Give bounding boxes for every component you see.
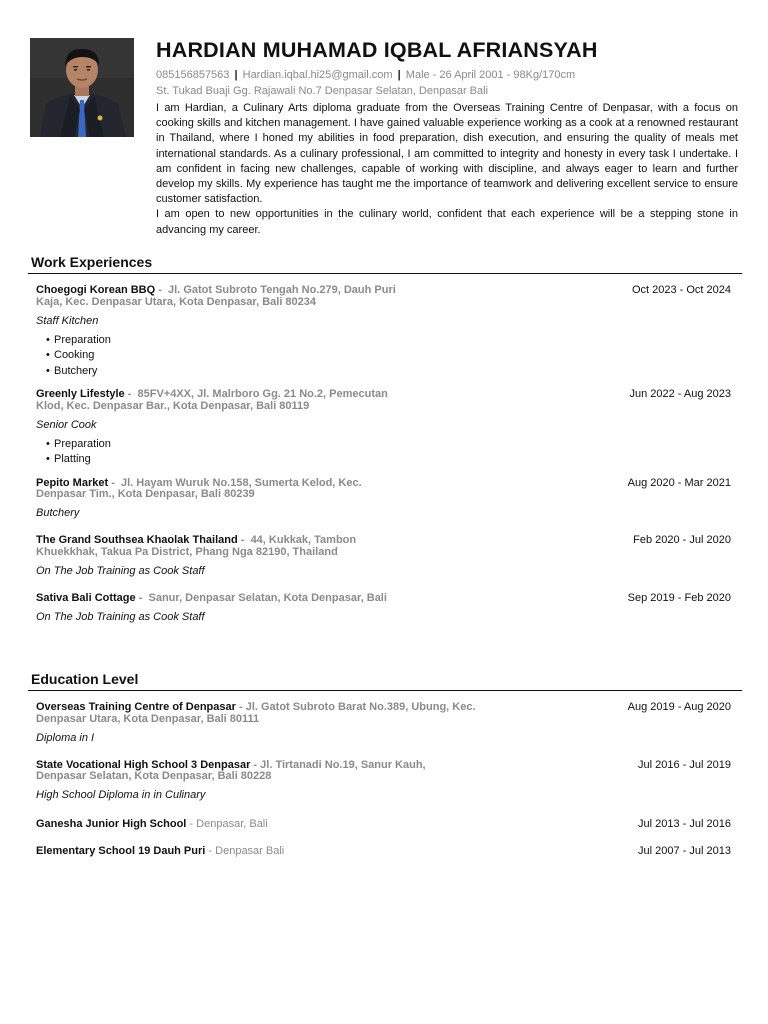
dash: - bbox=[189, 818, 194, 831]
section-divider bbox=[28, 690, 742, 691]
candidate-name: HARDIAN MUHAMAD IQBAL AFRIANSYAH bbox=[156, 38, 598, 62]
employer-name: Sativa Bali Cottage bbox=[36, 591, 136, 604]
education-entry bbox=[28, 760, 742, 803]
personal-details: Male - 26 April 2001 - 98Kg/170cm bbox=[405, 69, 576, 81]
school-name: Ganesha Junior High School bbox=[36, 818, 187, 831]
employer-name: Greenly Lifestyle bbox=[36, 388, 125, 401]
work-entry bbox=[28, 389, 742, 468]
dash: - bbox=[138, 591, 143, 604]
employer-name: Pepito Market bbox=[36, 476, 109, 489]
employment-dates: Oct 2023 - Oct 2024 bbox=[631, 284, 731, 296]
employer-address: Jl. Hayam Wuruk No.158, Sumerta Kelod, Kec. Denpasar Tim., Kota Denpasar, Bali 80239 bbox=[36, 476, 362, 501]
employer-address: 85FV+4XX, Jl. Malrboro Gg. 21 No.2, Pemecutan Klod, Kec. Denpasar Bar., Kota Denpasar, Bali 80119 bbox=[36, 388, 388, 412]
dash: - bbox=[208, 844, 213, 857]
work-entry bbox=[28, 285, 742, 379]
education-entry bbox=[28, 819, 742, 831]
home-address: St. Tukad Buaji Gg. Rajawali No.7 Denpasar Selatan, Denpasar Bali bbox=[156, 85, 489, 97]
dash: - bbox=[238, 701, 243, 713]
study-dates: Aug 2019 - Aug 2020 bbox=[627, 701, 731, 713]
duty-item: • Cooking bbox=[46, 348, 742, 364]
school-address: Jl. Tirtanadi No.19, Sanur Kauh, Denpasar Selatan, Kota Denpasar, Bali 80228 bbox=[36, 758, 426, 783]
employer-address: Jl. Gatot Subroto Tengah No.279, Dauh Puri Kaja, Kec. Denpasar Utara, Kota Denpasar, Bali 80234 bbox=[36, 284, 396, 308]
duties-list bbox=[36, 333, 742, 380]
study-dates: Jul 2013 - Jul 2016 bbox=[638, 818, 731, 831]
dash: - bbox=[240, 534, 245, 547]
employer-name: Choegogi Korean BBQ bbox=[36, 284, 156, 296]
duty-item: • Butchery bbox=[46, 364, 742, 380]
dash: - bbox=[158, 284, 162, 296]
summary-paragraph: I am open to new opportunities in the culinary world, confident that each experience will be a stepping stone in advancing my career. bbox=[156, 208, 738, 236]
contact-line bbox=[156, 68, 738, 82]
section-divider bbox=[28, 273, 742, 274]
job-title: Butchery bbox=[36, 507, 80, 520]
email-address: Hardian.iqbal.hi25@gmail.com bbox=[242, 69, 393, 81]
employment-dates: Jun 2022 - Aug 2023 bbox=[629, 388, 731, 401]
education-entry bbox=[28, 846, 742, 858]
profile-summary bbox=[156, 101, 738, 238]
job-title: On The Job Training as Cook Staff bbox=[36, 610, 205, 623]
employment-dates: Aug 2020 - Mar 2021 bbox=[627, 476, 731, 489]
job-title: On The Job Training as Cook Staff bbox=[36, 564, 205, 577]
work-entry bbox=[28, 593, 742, 624]
employer-address: 44, Kukkak, Tambon Khuekkhak, Takua Pa District, Phang Nga 82190, Thailand bbox=[36, 534, 357, 559]
education-section bbox=[28, 670, 742, 858]
work-entry bbox=[28, 535, 742, 578]
separator: | bbox=[234, 69, 238, 81]
dash: - bbox=[111, 476, 115, 489]
job-title: Senior Cook bbox=[36, 418, 97, 431]
employer-address: Sanur, Denpasar Selatan, Kota Denpasar, Bali bbox=[148, 591, 387, 604]
study-dates: Jul 2016 - Jul 2019 bbox=[638, 758, 731, 771]
profile-photo bbox=[30, 38, 134, 137]
summary-paragraph: I am Hardian, a Culinary Arts diploma graduate from the Overseas Training Centre of Denpasar, with a focus on cooking skills and kitchen management. I have gained valuable experience working as a cook at a renowned restaurant in Thailand, where I honed my abilities in food preparation, dish execution, and ensuring the quality of meals met international standards. As a culinary professional, I am committed to integrity and honesty in every task I undertake. I am confident in facing new challenges, capable of working with discipline, and always eager to learn and further develop my skills. My experience has taught me the importance of teamwork and delivering excellent service to ensure customer satisfaction. bbox=[156, 102, 738, 206]
school-name: State Vocational High School 3 Denpasar bbox=[36, 758, 251, 771]
dash: - bbox=[127, 388, 132, 401]
section-title: Education Level bbox=[31, 671, 139, 687]
school-address: Jl. Gatot Subroto Barat No.389, Ubung, Kec. Denpasar Utara, Kota Denpasar, Bali 80111 bbox=[36, 701, 476, 725]
duty-item: • Platting bbox=[46, 452, 742, 468]
employment-dates: Feb 2020 - Jul 2020 bbox=[633, 534, 731, 547]
education-entry bbox=[28, 702, 742, 745]
school-address: Denpasar Bali bbox=[215, 844, 285, 857]
study-dates: Jul 2007 - Jul 2013 bbox=[638, 844, 731, 857]
section-title: Work Experiences bbox=[31, 254, 153, 270]
work-entry bbox=[28, 478, 742, 521]
job-title: Staff Kitchen bbox=[36, 314, 99, 327]
duty-item: • Preparation bbox=[46, 437, 742, 453]
duty-item: • Preparation bbox=[46, 333, 742, 349]
separator: | bbox=[397, 69, 401, 81]
dash: - bbox=[253, 758, 258, 771]
resume-header bbox=[156, 36, 738, 238]
work-experience-section bbox=[28, 253, 742, 624]
school-name: Overseas Training Centre of Denpasar bbox=[36, 701, 236, 713]
school-name: Elementary School 19 Dauh Puri bbox=[36, 844, 206, 857]
qualification: Diploma in I bbox=[36, 731, 95, 744]
employment-dates: Sep 2019 - Feb 2020 bbox=[627, 591, 731, 604]
school-address: Denpasar, Bali bbox=[196, 818, 268, 831]
profile-photo-illustration bbox=[30, 38, 134, 137]
phone-number: 085156857563 bbox=[156, 69, 230, 81]
qualification: High School Diploma in in Culinary bbox=[36, 789, 206, 802]
employer-name: The Grand Southsea Khaolak Thailand bbox=[36, 534, 238, 547]
duties-list bbox=[36, 437, 742, 468]
